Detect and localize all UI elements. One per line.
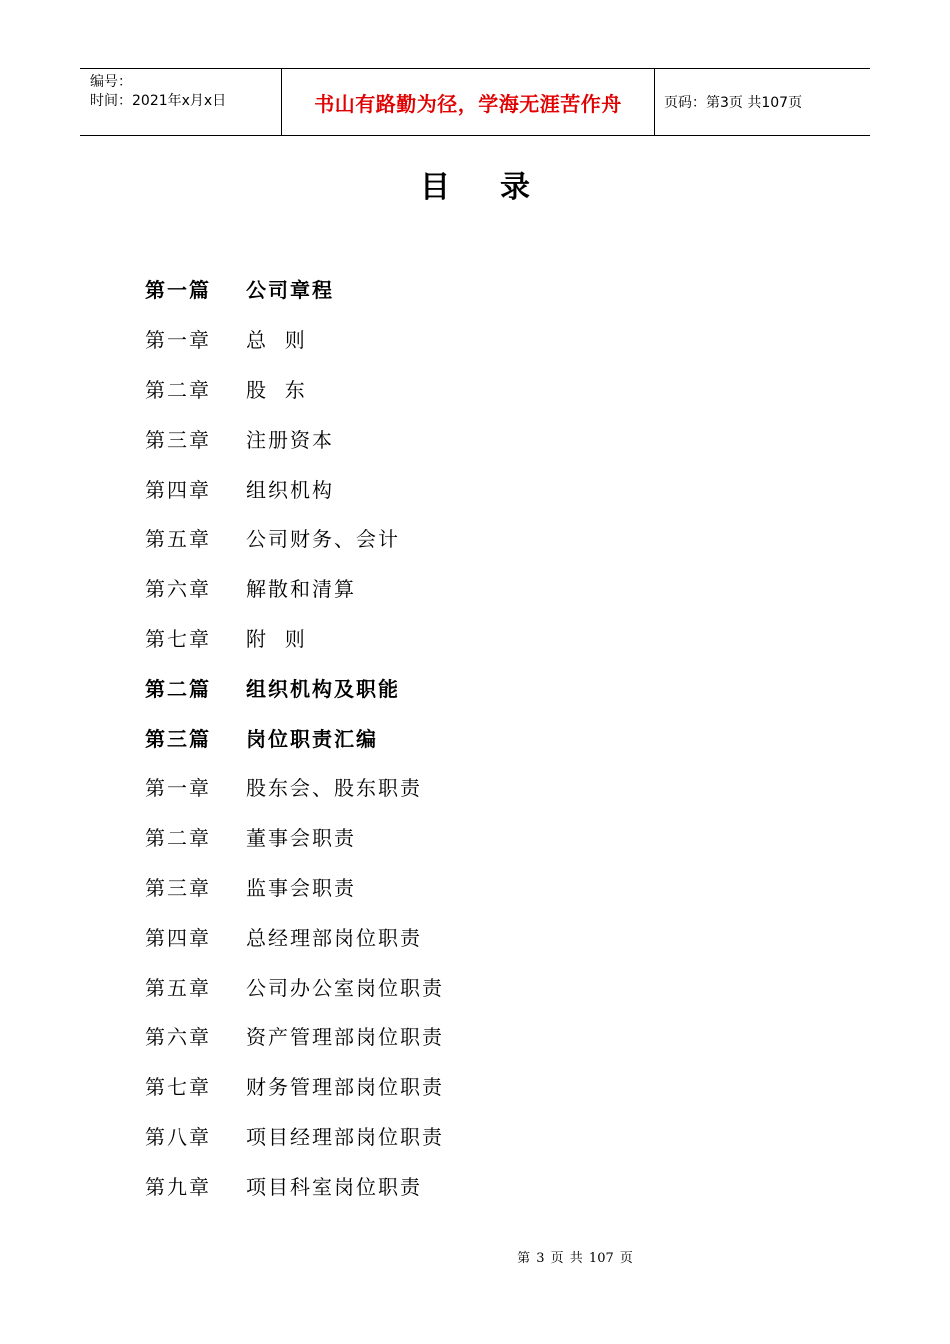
toc-entry-number: 第二篇: [145, 676, 211, 701]
toc-entry-number: 第二章: [145, 377, 211, 402]
toc-chapter-entry[interactable]: [145, 1061, 444, 1111]
toc-entry-number: 第一章: [145, 328, 211, 353]
toc-part-entry[interactable]: [145, 662, 444, 712]
toc-chapter-entry[interactable]: [145, 314, 444, 364]
toc-entry-number: 第一篇: [145, 278, 211, 303]
toc-entry-number: 第三章: [145, 875, 211, 900]
toc-part-entry[interactable]: [145, 264, 444, 314]
toc-chapter-entry[interactable]: [145, 563, 444, 613]
toc-chapter-entry[interactable]: [145, 364, 444, 414]
header-meta-cell: [80, 69, 282, 135]
toc-entry-number: 第三章: [145, 427, 211, 452]
page-title: 目录: [420, 170, 580, 205]
toc-part-entry[interactable]: [145, 712, 444, 762]
toc-entry-title: 公司章程: [246, 278, 334, 303]
toc-chapter-entry[interactable]: [145, 961, 444, 1011]
toc-entry-title: 组织机构: [246, 477, 334, 502]
toc-chapter-entry[interactable]: [145, 513, 444, 563]
document-time-label: 时间：2021年x月x日: [90, 93, 227, 109]
toc-entry-title: 股东会、股东职责: [246, 776, 422, 801]
table-of-contents: [145, 264, 444, 1210]
toc-entry-number: 第三篇: [145, 726, 211, 751]
toc-entry-number: 第二章: [145, 826, 211, 851]
toc-entry-title: 岗位职责汇编: [246, 726, 378, 751]
header-motto: 书山有路勤为径，学海无涯苦作舟: [314, 91, 622, 116]
toc-entry-number: 第七章: [145, 1075, 211, 1100]
toc-chapter-entry[interactable]: [145, 613, 444, 663]
toc-entry-number: 第五章: [145, 527, 211, 552]
toc-entry-title: 注册资本: [246, 427, 334, 452]
toc-chapter-entry[interactable]: [145, 413, 444, 463]
toc-chapter-entry[interactable]: [145, 762, 444, 812]
toc-chapter-entry[interactable]: [145, 1011, 444, 1061]
header-page-info: 页码：第3页 共107页: [664, 95, 803, 111]
toc-entry-title: 股 东: [246, 377, 307, 402]
toc-entry-title: 附 则: [246, 626, 307, 651]
toc-entry-number: 第四章: [145, 925, 211, 950]
page-header: [80, 68, 870, 136]
toc-entry-title: 董事会职责: [246, 826, 356, 851]
toc-chapter-entry[interactable]: [145, 862, 444, 912]
toc-entry-number: 第九章: [145, 1174, 211, 1199]
toc-entry-title: 总 则: [246, 328, 307, 353]
toc-entry-title: 组织机构及职能: [246, 676, 400, 701]
toc-entry-title: 公司办公室岗位职责: [246, 975, 444, 1000]
toc-entry-title: 解散和清算: [246, 577, 356, 602]
toc-entry-number: 第六章: [145, 577, 211, 602]
toc-entry-title: 项目经理部岗位职责: [246, 1124, 444, 1149]
toc-chapter-entry[interactable]: [145, 911, 444, 961]
toc-entry-number: 第七章: [145, 626, 211, 651]
toc-chapter-entry[interactable]: [145, 812, 444, 862]
toc-entry-number: 第五章: [145, 975, 211, 1000]
header-motto-cell: [282, 69, 655, 135]
toc-entry-title: 公司财务、会计: [246, 527, 400, 552]
toc-entry-title: 监事会职责: [246, 875, 356, 900]
toc-entry-number: 第一章: [145, 776, 211, 801]
toc-entry-number: 第四章: [145, 477, 211, 502]
toc-entry-title: 资产管理部岗位职责: [246, 1025, 444, 1050]
toc-entry-title: 总经理部岗位职责: [246, 925, 422, 950]
toc-entry-number: 第八章: [145, 1124, 211, 1149]
toc-entry-number: 第六章: [145, 1025, 211, 1050]
page-footer: 第 3 页 共 107 页: [517, 1251, 633, 1266]
header-page-cell: [655, 69, 870, 135]
document-number-label: 编号：: [90, 74, 132, 90]
toc-chapter-entry[interactable]: [145, 463, 444, 513]
toc-chapter-entry[interactable]: [145, 1160, 444, 1210]
toc-chapter-entry[interactable]: [145, 1111, 444, 1161]
toc-entry-title: 财务管理部岗位职责: [246, 1075, 444, 1100]
toc-entry-title: 项目科室岗位职责: [246, 1174, 422, 1199]
